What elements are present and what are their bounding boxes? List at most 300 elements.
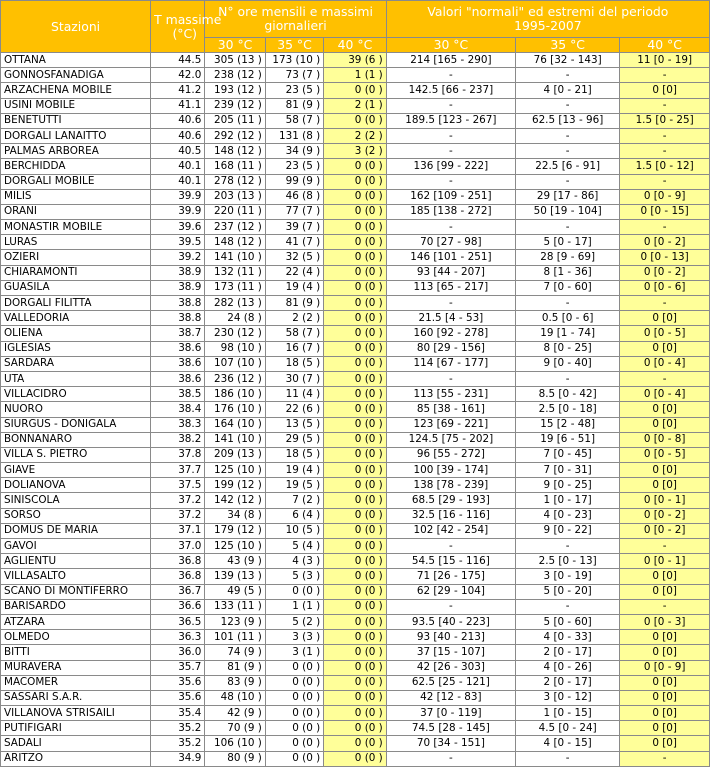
normal-35: 62.5 [13 - 96]: [516, 113, 620, 128]
hours-30: 81 (9 ): [205, 660, 265, 675]
table-row: [1, 478, 710, 493]
hours-30: 133 (11 ): [205, 599, 265, 614]
table-row: [1, 721, 710, 736]
normal-40: 0 [0]: [620, 569, 710, 584]
table-row: [1, 539, 710, 554]
subheader-normali-35: 35 °C: [516, 38, 620, 53]
hours-30: 80 (9 ): [205, 751, 265, 766]
normal-40: 0 [0 - 4]: [620, 356, 710, 371]
normal-40: 0 [0 - 1]: [620, 493, 710, 508]
table-row: [1, 311, 710, 326]
hours-30: 239 (12 ): [205, 98, 265, 113]
tmax-value: 37.0: [151, 539, 205, 554]
hours-35: 39 (7 ): [265, 220, 323, 235]
station-name: OLMEDO: [1, 630, 151, 645]
hours-40: 0 (0 ): [324, 83, 387, 98]
normal-35: 1 [0 - 15]: [516, 706, 620, 721]
subheader-ore-40: 40 °C: [324, 38, 387, 53]
normal-40: -: [620, 68, 710, 83]
hours-35: 10 (5 ): [265, 523, 323, 538]
table-row: [1, 690, 710, 705]
station-name: SARDARA: [1, 356, 151, 371]
table-row: [1, 265, 710, 280]
normal-30: -: [386, 174, 515, 189]
hours-30: 42 (9 ): [205, 706, 265, 721]
normal-30: 37 [15 - 107]: [386, 645, 515, 660]
tmax-value: 41.1: [151, 98, 205, 113]
station-name: USINI MOBILE: [1, 98, 151, 113]
tmax-value: 40.6: [151, 128, 205, 143]
normal-30: 96 [55 - 272]: [386, 447, 515, 462]
normal-40: 0 [0]: [620, 341, 710, 356]
station-name: PUTIFIGARI: [1, 721, 151, 736]
hours-40: 2 (2 ): [324, 128, 387, 143]
hours-30: 141 (10 ): [205, 432, 265, 447]
normal-40: -: [620, 174, 710, 189]
normal-35: -: [516, 68, 620, 83]
normal-40: 0 [0 - 2]: [620, 235, 710, 250]
hours-30: 193 (12 ): [205, 83, 265, 98]
normal-35: 3 [0 - 19]: [516, 569, 620, 584]
tmax-value: 36.8: [151, 554, 205, 569]
normal-35: -: [516, 751, 620, 766]
hours-40: 0 (0 ): [324, 478, 387, 493]
hours-35: 32 (5 ): [265, 250, 323, 265]
hours-30: 141 (10 ): [205, 250, 265, 265]
normal-30: 68.5 [29 - 193]: [386, 493, 515, 508]
normal-30: 70 [34 - 151]: [386, 736, 515, 751]
hours-40: 0 (0 ): [324, 174, 387, 189]
table-row: [1, 83, 710, 98]
table-row: [1, 432, 710, 447]
station-name: DOLIANOVA: [1, 478, 151, 493]
hours-30: 209 (13 ): [205, 447, 265, 462]
normal-40: 0 [0]: [620, 478, 710, 493]
station-name: IGLESIAS: [1, 341, 151, 356]
normal-40: 0 [0 - 9]: [620, 660, 710, 675]
hours-35: 16 (7 ): [265, 341, 323, 356]
table-row: [1, 706, 710, 721]
hours-30: 168 (11 ): [205, 159, 265, 174]
hours-40: 0 (0 ): [324, 159, 387, 174]
hours-30: 43 (9 ): [205, 554, 265, 569]
normal-40: 0 [0]: [620, 645, 710, 660]
station-name: SCANO DI MONTIFERRO: [1, 584, 151, 599]
subheader-normali-40: 40 °C: [620, 38, 710, 53]
tmax-value: 36.7: [151, 584, 205, 599]
hours-40: 0 (0 ): [324, 721, 387, 736]
normal-30: -: [386, 220, 515, 235]
normal-35: -: [516, 128, 620, 143]
station-name: VILLA S. PIETRO: [1, 447, 151, 462]
table-row: [1, 736, 710, 751]
hours-35: 58 (7 ): [265, 326, 323, 341]
normal-40: 0 [0 - 2]: [620, 508, 710, 523]
station-name: DORGALI LANAITTO: [1, 128, 151, 143]
hours-30: 236 (12 ): [205, 371, 265, 386]
hours-40: 0 (0 ): [324, 736, 387, 751]
hours-30: 106 (10 ): [205, 736, 265, 751]
tmax-value: 38.6: [151, 341, 205, 356]
hours-35: 99 (9 ): [265, 174, 323, 189]
table-row: [1, 159, 710, 174]
hours-30: 125 (10 ): [205, 463, 265, 478]
normal-40: 0 [0]: [620, 311, 710, 326]
hours-30: 132 (11 ): [205, 265, 265, 280]
hours-40: 0 (0 ): [324, 220, 387, 235]
hours-30: 148 (12 ): [205, 144, 265, 159]
hours-30: 203 (13 ): [205, 189, 265, 204]
hours-35: 41 (7 ): [265, 235, 323, 250]
tmax-value: 38.9: [151, 280, 205, 295]
table-row: [1, 584, 710, 599]
normal-35: 8 [1 - 36]: [516, 265, 620, 280]
normal-40: 0 [0]: [620, 417, 710, 432]
normal-30: 42 [26 - 303]: [386, 660, 515, 675]
normal-35: 4 [0 - 15]: [516, 736, 620, 751]
station-name: MURAVERA: [1, 660, 151, 675]
normal-30: 93 [44 - 207]: [386, 265, 515, 280]
normal-30: 102 [42 - 254]: [386, 523, 515, 538]
normal-30: -: [386, 68, 515, 83]
normal-40: -: [620, 220, 710, 235]
normal-30: 160 [92 - 278]: [386, 326, 515, 341]
normal-35: 9 [0 - 40]: [516, 356, 620, 371]
station-name: VALLEDORIA: [1, 311, 151, 326]
hours-40: 0 (0 ): [324, 523, 387, 538]
normal-35: -: [516, 174, 620, 189]
normal-30: 114 [67 - 177]: [386, 356, 515, 371]
tmax-value: 44.5: [151, 53, 205, 68]
hours-40: 0 (0 ): [324, 584, 387, 599]
header-group-ore: [205, 1, 386, 38]
tmax-value: 36.8: [151, 569, 205, 584]
table-header: [1, 1, 710, 53]
hours-35: 23 (5 ): [265, 83, 323, 98]
header-group-normali: [386, 1, 709, 38]
normal-35: 8.5 [0 - 42]: [516, 387, 620, 402]
header-group-normali-line2: 1995-2007: [514, 18, 582, 33]
normal-40: 0 [0]: [620, 83, 710, 98]
normal-30: 71 [26 - 175]: [386, 569, 515, 584]
hours-35: 0 (0 ): [265, 584, 323, 599]
hours-40: 0 (0 ): [324, 280, 387, 295]
normal-30: 189.5 [123 - 267]: [386, 113, 515, 128]
table-row: [1, 447, 710, 462]
normal-30: 113 [65 - 217]: [386, 280, 515, 295]
hours-30: 199 (12 ): [205, 478, 265, 493]
hours-40: 1 (1 ): [324, 68, 387, 83]
tmax-value: 42.0: [151, 68, 205, 83]
hours-35: 23 (5 ): [265, 159, 323, 174]
normal-40: 1.5 [0 - 25]: [620, 113, 710, 128]
station-name: LURAS: [1, 235, 151, 250]
hours-30: 83 (9 ): [205, 675, 265, 690]
station-name: BENETUTTI: [1, 113, 151, 128]
hours-35: 0 (0 ): [265, 751, 323, 766]
normal-35: 22.5 [6 - 91]: [516, 159, 620, 174]
normal-40: 0 [0]: [620, 584, 710, 599]
hours-40: 0 (0 ): [324, 189, 387, 204]
hours-40: 0 (0 ): [324, 463, 387, 478]
normal-30: 80 [29 - 156]: [386, 341, 515, 356]
tmax-value: 39.9: [151, 189, 205, 204]
hours-40: 0 (0 ): [324, 493, 387, 508]
normal-35: 15 [2 - 48]: [516, 417, 620, 432]
normal-35: -: [516, 144, 620, 159]
tmax-value: 38.8: [151, 311, 205, 326]
normal-30: 123 [69 - 221]: [386, 417, 515, 432]
table-row: [1, 341, 710, 356]
station-name: AGLIENTU: [1, 554, 151, 569]
table-row: [1, 128, 710, 143]
tmax-value: 40.1: [151, 174, 205, 189]
station-name: SADALI: [1, 736, 151, 751]
header-group-ore-line2: giornalieri: [264, 18, 327, 33]
hours-40: 2 (1 ): [324, 98, 387, 113]
hours-40: 0 (0 ): [324, 235, 387, 250]
normal-40: -: [620, 539, 710, 554]
station-name: OZIERI: [1, 250, 151, 265]
tmax-value: 35.4: [151, 706, 205, 721]
normal-35: 4.5 [0 - 24]: [516, 721, 620, 736]
hours-40: 0 (0 ): [324, 554, 387, 569]
normal-30: 124.5 [75 - 202]: [386, 432, 515, 447]
table-row: [1, 645, 710, 660]
hours-30: 101 (11 ): [205, 630, 265, 645]
station-name: BERCHIDDA: [1, 159, 151, 174]
tmax-value: 37.5: [151, 478, 205, 493]
hours-30: 142 (12 ): [205, 493, 265, 508]
hours-30: 48 (10 ): [205, 690, 265, 705]
normal-40: 1.5 [0 - 12]: [620, 159, 710, 174]
normal-40: 0 [0 - 2]: [620, 523, 710, 538]
hours-30: 173 (11 ): [205, 280, 265, 295]
hours-30: 282 (13 ): [205, 296, 265, 311]
tmax-value: 38.5: [151, 387, 205, 402]
hours-35: 77 (7 ): [265, 204, 323, 219]
normal-40: -: [620, 144, 710, 159]
table-row: [1, 296, 710, 311]
hours-35: 34 (9 ): [265, 144, 323, 159]
hours-35: 19 (5 ): [265, 478, 323, 493]
hours-40: 0 (0 ): [324, 630, 387, 645]
tmax-value: 37.1: [151, 523, 205, 538]
station-name: SIURGUS - DONIGALA: [1, 417, 151, 432]
normal-35: 7 [0 - 60]: [516, 280, 620, 295]
normal-35: 7 [0 - 45]: [516, 447, 620, 462]
header-tmax-line2: (°C): [172, 25, 197, 41]
tmax-value: 38.9: [151, 265, 205, 280]
header-stazioni: Stazioni: [1, 1, 151, 53]
table-row: [1, 174, 710, 189]
normal-35: -: [516, 371, 620, 386]
table-row: [1, 189, 710, 204]
hours-35: 30 (7 ): [265, 371, 323, 386]
normal-30: 136 [99 - 222]: [386, 159, 515, 174]
normal-30: 37 [0 - 119]: [386, 706, 515, 721]
normal-35: 28 [9 - 69]: [516, 250, 620, 265]
normal-40: 0 [0 - 3]: [620, 614, 710, 629]
normal-35: 7 [0 - 31]: [516, 463, 620, 478]
normal-30: 185 [138 - 272]: [386, 204, 515, 219]
tmax-value: 39.6: [151, 220, 205, 235]
table-row: [1, 68, 710, 83]
tmax-value: 37.2: [151, 493, 205, 508]
hours-35: 5 (2 ): [265, 614, 323, 629]
tmax-value: 41.2: [151, 83, 205, 98]
station-name: SINISCOLA: [1, 493, 151, 508]
station-name: PALMAS ARBOREA: [1, 144, 151, 159]
table-row: [1, 614, 710, 629]
hours-30: 74 (9 ): [205, 645, 265, 660]
hours-30: 123 (9 ): [205, 614, 265, 629]
hours-35: 173 (10 ): [265, 53, 323, 68]
tmax-value: 35.6: [151, 675, 205, 690]
hours-35: 4 (3 ): [265, 554, 323, 569]
normal-35: -: [516, 98, 620, 113]
normal-40: -: [620, 98, 710, 113]
tmax-value: 39.5: [151, 235, 205, 250]
tmax-value: 38.4: [151, 402, 205, 417]
normal-40: 0 [0]: [620, 675, 710, 690]
hours-35: 46 (8 ): [265, 189, 323, 204]
tmax-value: 38.2: [151, 432, 205, 447]
tmax-value: 40.5: [151, 144, 205, 159]
normal-35: 4 [0 - 33]: [516, 630, 620, 645]
hours-35: 22 (6 ): [265, 402, 323, 417]
header-group-ore-line1: N° ore mensili e massimi: [218, 4, 373, 19]
hours-40: 0 (0 ): [324, 341, 387, 356]
hours-30: 186 (10 ): [205, 387, 265, 402]
header-tmax: [151, 1, 222, 53]
normal-35: 9 [0 - 22]: [516, 523, 620, 538]
hours-35: 3 (3 ): [265, 630, 323, 645]
hours-35: 1 (1 ): [265, 599, 323, 614]
tmax-value: 35.6: [151, 690, 205, 705]
tmax-value: 36.6: [151, 599, 205, 614]
table-row: [1, 417, 710, 432]
station-name: DORGALI MOBILE: [1, 174, 151, 189]
hours-35: 7 (2 ): [265, 493, 323, 508]
hours-30: 179 (12 ): [205, 523, 265, 538]
hours-35: 131 (8 ): [265, 128, 323, 143]
hours-35: 2 (2 ): [265, 311, 323, 326]
tmax-value: 38.7: [151, 326, 205, 341]
station-name: VILLACIDRO: [1, 387, 151, 402]
header-tmax-line1: T massime: [154, 11, 222, 27]
table-row: [1, 371, 710, 386]
normal-40: 0 [0]: [620, 706, 710, 721]
station-name: ARITZO: [1, 751, 151, 766]
normal-35: 2.5 [0 - 13]: [516, 554, 620, 569]
hours-35: 0 (0 ): [265, 675, 323, 690]
hours-40: 0 (0 ): [324, 447, 387, 462]
tmax-value: 38.3: [151, 417, 205, 432]
table-row: [1, 402, 710, 417]
hours-30: 176 (10 ): [205, 402, 265, 417]
hours-35: 19 (4 ): [265, 463, 323, 478]
normal-30: 162 [109 - 251]: [386, 189, 515, 204]
station-name: ORANI: [1, 204, 151, 219]
table-row: [1, 554, 710, 569]
hours-35: 81 (9 ): [265, 296, 323, 311]
hours-30: 164 (10 ): [205, 417, 265, 432]
normal-35: 5 [0 - 17]: [516, 235, 620, 250]
station-name: OTTANA: [1, 53, 151, 68]
normal-30: 93 [40 - 213]: [386, 630, 515, 645]
normal-30: 93.5 [40 - 223]: [386, 614, 515, 629]
hours-35: 73 (7 ): [265, 68, 323, 83]
station-name: ARZACHENA MOBILE: [1, 83, 151, 98]
hours-40: 0 (0 ): [324, 417, 387, 432]
station-name: GIAVE: [1, 463, 151, 478]
hours-40: 0 (0 ): [324, 311, 387, 326]
station-name: CHIARAMONTI: [1, 265, 151, 280]
hours-40: 0 (0 ): [324, 113, 387, 128]
normal-35: 5 [0 - 60]: [516, 614, 620, 629]
hours-35: 13 (5 ): [265, 417, 323, 432]
table-row: [1, 250, 710, 265]
hours-40: 0 (0 ): [324, 675, 387, 690]
station-name: SASSARI S.A.R.: [1, 690, 151, 705]
normal-40: -: [620, 751, 710, 766]
table-row: [1, 326, 710, 341]
normal-40: 0 [0]: [620, 463, 710, 478]
station-name: VILLASALTO: [1, 569, 151, 584]
table-row: [1, 751, 710, 766]
station-name: GAVOI: [1, 539, 151, 554]
normal-40: 11 [0 - 19]: [620, 53, 710, 68]
normal-40: 0 [0 - 8]: [620, 432, 710, 447]
hours-30: 107 (10 ): [205, 356, 265, 371]
normal-40: -: [620, 296, 710, 311]
table-row: [1, 508, 710, 523]
hours-30: 292 (12 ): [205, 128, 265, 143]
tmax-value: 38.6: [151, 356, 205, 371]
hours-35: 5 (4 ): [265, 539, 323, 554]
station-name: ATZARA: [1, 614, 151, 629]
station-name: MACOMER: [1, 675, 151, 690]
tmax-value: 39.9: [151, 204, 205, 219]
hours-35: 0 (0 ): [265, 706, 323, 721]
hours-30: 237 (12 ): [205, 220, 265, 235]
hours-30: 148 (12 ): [205, 235, 265, 250]
hours-35: 0 (0 ): [265, 690, 323, 705]
station-name: BARISARDO: [1, 599, 151, 614]
hours-35: 18 (5 ): [265, 447, 323, 462]
hours-40: 0 (0 ): [324, 432, 387, 447]
hours-35: 18 (5 ): [265, 356, 323, 371]
tmax-value: 36.0: [151, 645, 205, 660]
subheader-ore-35: 35 °C: [265, 38, 323, 53]
normal-35: -: [516, 296, 620, 311]
normal-35: 2 [0 - 17]: [516, 675, 620, 690]
tmax-value: 36.5: [151, 614, 205, 629]
normal-40: -: [620, 128, 710, 143]
table-row: [1, 675, 710, 690]
normal-30: -: [386, 128, 515, 143]
normal-35: 4 [0 - 23]: [516, 508, 620, 523]
table-row: [1, 53, 710, 68]
table-body: [1, 53, 710, 767]
tmax-value: 40.1: [151, 159, 205, 174]
station-name: UTA: [1, 371, 151, 386]
table-row: [1, 599, 710, 614]
station-name: DORGALI FILITTA: [1, 296, 151, 311]
normal-30: 62 [29 - 104]: [386, 584, 515, 599]
normal-30: -: [386, 98, 515, 113]
